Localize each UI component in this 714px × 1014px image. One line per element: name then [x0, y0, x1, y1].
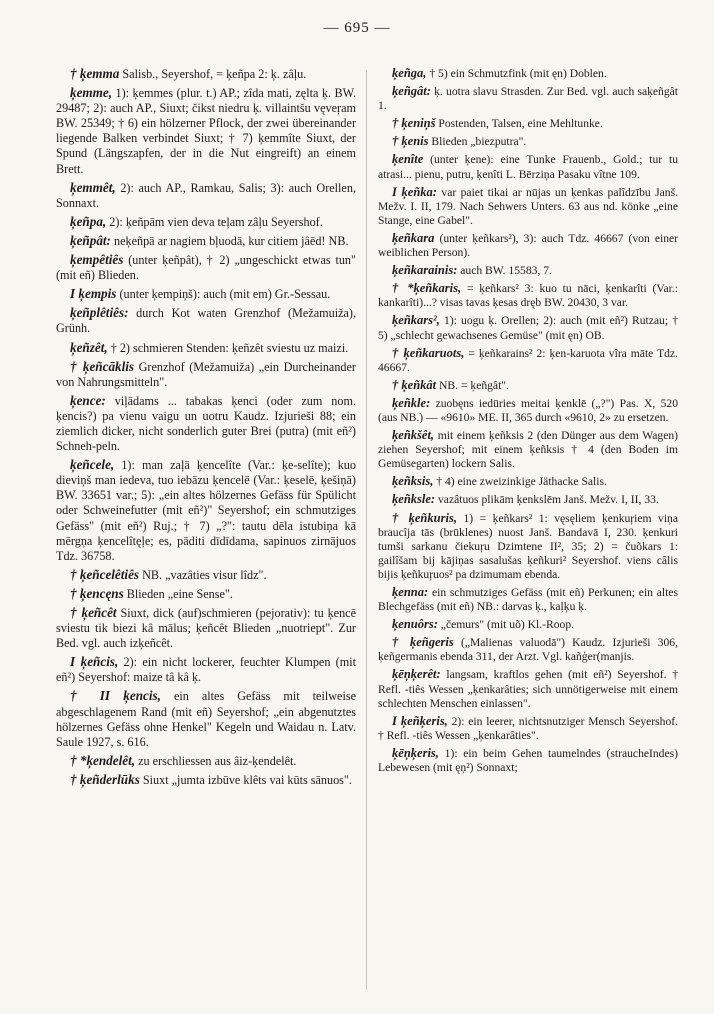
entry-headword: ķence:	[70, 392, 106, 408]
entry-headword: † *ķeñkaris,	[392, 281, 462, 296]
entry-headword: † *ķendelêt,	[70, 752, 136, 768]
dictionary-entry	[378, 134, 678, 149]
entry-text: (unter ķempiņš): auch (mit em) Gr.-Sessau.	[116, 287, 331, 302]
entry-text: (unter ķeñkars²), 3): auch Tdz. 46667 (von einer weiblichen Person).	[378, 231, 678, 260]
entry-text: auch BW. 15583, 7.	[457, 264, 552, 278]
entry-headword: ķeñpât:	[70, 232, 111, 248]
entry-text: viļādams ... tabakas ķenci (oder zum nom. ķencis?) pa vienu vaigu un uotru Kaudz. Izjurieši 88; ein ziemlich dicker, nicht sonderlich guter Brei (putra) (mit eñ²) Schneh-peln.	[56, 393, 356, 454]
entry-headword: I ķeñka:	[392, 184, 437, 199]
dictionary-entry	[378, 474, 678, 489]
dictionary-entry	[378, 313, 678, 342]
dictionary-entry	[56, 359, 356, 390]
entry-headword: ķenîte	[392, 152, 424, 167]
entry-headword: † ķeniņš	[392, 116, 436, 131]
entry-text: Blieden „eine Sense".	[123, 586, 233, 601]
dictionary-entry	[56, 567, 356, 583]
dictionary-entry	[378, 281, 678, 310]
entry-text: 1): ein beim Gehen taumelndes (straucheIndes) Lebewesen (mit ęņ²) Sonnaxt;	[378, 746, 678, 775]
dictionary-entry	[378, 263, 678, 278]
dictionary-entry	[56, 180, 356, 211]
entry-headword: ķemme,	[70, 85, 113, 101]
dictionary-entry	[378, 396, 678, 425]
entry-text: 2): auch AP., Ramkau, Salis; 3): auch Orellen, Sonnaxt.	[56, 180, 356, 210]
entry-headword: † ķeñcāklis	[70, 358, 135, 374]
entry-text: var paiet tikai ar nūjas un ķenkas palîdzību Janš. Mežv. I. II, 179. Nach Sehwers Unters. 63 aus nd. könke „eine Stange, eine Gabel".	[378, 185, 678, 227]
entry-headword: ķeñkšêt,	[392, 428, 435, 443]
entry-headword: ķēņķerêt:	[392, 667, 441, 682]
entry-text: 1): ķemmes (plur. t.) AP.; zîda mati, zęlta ķ. BW. 29487; 2): auch AP., Siuxt; čikst niedru ķ. villaintšu vęveŗam BW. 25349; † 6) ein hölzerner Pflock, der zwei übereinander liegende Balken verbindet Siuxt; † 7) ķemmîte Siuxt, der Spund (Längszapfen, der in die Nut eingreift) an einem Brett.	[56, 86, 356, 176]
dictionary-entry	[378, 84, 678, 113]
entry-headword: † ķeñgeris	[392, 635, 454, 650]
dictionary-entry	[56, 772, 356, 788]
entry-text: 2): ķeñpām vien deva teļam zâļu Seyershof.	[106, 214, 323, 229]
entry-headword: † II ķencis,	[70, 688, 161, 704]
entry-text: Salisb., Seyershof, = ķeñpa 2: ķ. zâļu.	[119, 67, 307, 81]
entry-headword: † ķeñcêt	[70, 605, 117, 620]
dictionary-entry	[56, 252, 356, 283]
entry-text: Grenzhof (Mežamuiža) „ein Durcheinander von Nahrungsmitteln".	[56, 359, 356, 389]
dictionary-entry	[378, 231, 678, 260]
dictionary-entry	[56, 753, 356, 769]
entry-text: („Malienas valuodā") Kaudz. Izjurieši 306, ķeñgermanis ebenda 311, der Arzt. Vgl. kañģer(manjis.	[378, 636, 678, 664]
dictionary-entry	[56, 85, 356, 177]
dictionary-entry	[56, 654, 356, 685]
dictionary-entry	[56, 66, 356, 82]
entry-headword: ķeñzêt,	[70, 339, 108, 355]
dictionary-entry	[56, 286, 356, 302]
dictionary-entry	[378, 492, 678, 507]
dictionary-entry	[378, 635, 678, 664]
dictionary-entry	[378, 428, 678, 471]
entry-headword: † ķemma	[70, 66, 120, 81]
right-column	[378, 66, 678, 1000]
entry-headword: ķeñga,	[392, 66, 427, 80]
entry-headword: † ķeñkaruots,	[392, 345, 465, 360]
entry-text: zu erschliessen aus âiz-ķendelêt.	[135, 753, 297, 768]
dictionary-entry	[378, 667, 678, 710]
entry-headword: ķeñcele,	[70, 457, 115, 473]
entry-headword: ķeñkarainis:	[392, 263, 458, 278]
entry-headword: I ķempis	[70, 286, 117, 302]
left-column	[56, 66, 356, 1000]
entry-headword: ķēņķeris,	[392, 745, 439, 760]
dictionary-entry	[56, 340, 356, 356]
entry-text: 2): ein nicht lockerer, feuchter Klumpen (mit eñ²) Seyershof: maize tâ kâ ķ.	[56, 655, 356, 685]
entry-text: Postenden, Talsen, eine Mehltunke.	[435, 117, 603, 131]
dictionary-entry	[378, 585, 678, 614]
entry-headword: ķeñksis,	[392, 474, 434, 489]
entry-text: ķ. uotra slavu Strasden. Zur Bed. vgl. auch saķeñgât 1.	[378, 85, 678, 113]
entry-headword: † ķeñkuris,	[392, 510, 457, 525]
entry-text: mit einem ķeñksis 2 (den Dünger aus dem Wagen) ziehen Seyershof; mit einem ķeñksis † 4 (den Boden im Gemüsegarten) lockern Salis.	[378, 429, 678, 471]
dictionary-entry	[56, 605, 356, 651]
entry-text: langsam, kraftlos gehen (mit eñ²) Seyershof. † Refl. -tiês Wessen „ķenkarâties; sich unnötigerweise mit einem schlechten Menschen einlassen".	[378, 668, 678, 710]
dictionary-entry	[56, 233, 356, 249]
entry-headword: I ķeñcis,	[70, 654, 119, 670]
entry-text: † 4) eine zweizinkige Jäthacke Salis.	[433, 475, 607, 489]
entry-headword: ķeñksle:	[392, 492, 436, 507]
dictionary-entry	[56, 393, 356, 454]
entry-text: Siuxt, dick (auf)schmieren (pejorativ): tu ķencē sviestu tik biezi kâ mālus; ķeñcêt Blieden „nuotriept". Zur Bed. vgl. auch izķeñcêt.	[56, 606, 356, 651]
entry-headword: ķeñkle:	[392, 395, 431, 410]
dictionary-entry	[378, 152, 678, 181]
entry-headword: † ķenis	[392, 134, 429, 149]
entry-headword: ķemmêt,	[70, 179, 116, 195]
dictionary-entry	[378, 378, 678, 393]
entry-headword: ķeñgât:	[392, 84, 431, 99]
entry-text: „čemurs" (mit uõ) Kl.-Roop.	[437, 618, 575, 632]
entry-text: 2): ein leerer, nichtsnutziger Mensch Seyershof. † Refl. -tiês Wessen „ķenkarâties".	[378, 714, 678, 742]
dictionary-entry	[378, 116, 678, 131]
dictionary-entry	[378, 66, 678, 81]
entry-headword: I ķeñķeris,	[392, 713, 448, 728]
entry-headword: ķenna:	[392, 585, 429, 599]
entry-text: 1): uogu ķ. Orellen; 2): auch (mit eñ²) Rutzau; † 5) „schlecht gewachsenes Gemüse" (mit ęn) OB.	[378, 314, 678, 342]
entry-headword: ķeñkars²,	[392, 313, 440, 328]
entry-text: neķeñpā ar nagiem bļuodā, kur citiem jâēd! NB.	[110, 233, 349, 248]
entry-text: vazâtuos plikām ķenkslēm Janš. Mežv. I, II, 33.	[435, 493, 659, 507]
entry-text: Siuxt „jumta izbūve klêts vai kūts sānuos".	[139, 772, 352, 787]
page-number: — 695 —	[323, 20, 391, 36]
dictionary-entry	[56, 214, 356, 230]
entry-text: NB. „vazâties visur lîdz".	[139, 567, 267, 582]
entry-headword: ķeñplêtiês:	[70, 305, 129, 321]
dictionary-entry	[378, 714, 678, 743]
dictionary-entry	[378, 511, 678, 582]
dictionary-columns	[56, 66, 678, 1000]
entry-text: ein altes Gefäss mit teilweise abgeschlagenem Rand (mit eñ) Seyershof; „ein abgenutztes hölzernes Gefäss ohne Henkel" Kegeln und Waidau n. Latv. Saule 1927, s. 616.	[56, 689, 356, 749]
entry-headword: † ķencęns	[70, 585, 124, 601]
entry-headword: ķenuôrs:	[392, 617, 438, 632]
entry-text: † 5) ein Schmutzfink (mit ęn) Doblen.	[426, 67, 607, 80]
entry-headword: ķeñpa,	[70, 213, 107, 229]
entry-text: (unter ķeñpât), † 2) „ungeschickt etwas tun" (mit eñ) Blieden.	[56, 253, 356, 283]
dictionary-entry	[378, 346, 678, 375]
entry-text: zuobęns iedūries meitai ķenklē („?") Pas. X, 520 (aus NB.) — «9610» ME. II, 365 durch «9610, 2» zu ersetzen.	[378, 396, 678, 424]
entry-headword: † ķeñkât	[392, 377, 437, 392]
entry-text: durch Kot waten Grenzhof (Mežamuiža), Grünh.	[56, 306, 356, 336]
dictionary-entry	[56, 305, 356, 336]
dictionary-entry	[56, 586, 356, 602]
entry-headword: ķeñkara	[392, 230, 435, 245]
entry-text: † 2) schmieren Stenden: ķeñzêt sviestu uz maizi.	[107, 340, 349, 355]
entry-headword: † ķeñcelêtiês	[70, 566, 140, 582]
entry-headword: † ķeñderlūks	[70, 771, 140, 787]
dictionary-entry	[56, 688, 356, 749]
entry-text: = ķeñkars² 3: kuo tu nāci, ķenkarîti (Var.: kankarîti)...? visas tavas ķesas dręb BW. 20430, 3 var.	[378, 282, 678, 310]
dictionary-entry	[378, 617, 678, 632]
entry-text: = ķeñkarains² 2: ķen-karuota vîra māte Tdz. 46667.	[378, 346, 678, 374]
entry-text: NB. = ķeñgât".	[436, 378, 509, 392]
dictionary-entry	[56, 457, 356, 564]
dictionary-entry	[378, 746, 678, 775]
entry-text: Blieden „biezputra".	[428, 135, 527, 149]
entry-headword: ķempêtiês	[70, 252, 124, 268]
dictionary-entry	[378, 185, 678, 228]
entry-text: 1): man zaļā ķencelîte (Var.: ķe-selîte); kuo dieviņš man iedeva, tuo iebāzu ķencelē (Var.: ķeselē, ķešiņā) BW. 33651 var.; 5): „ein altes hölzernes Gefäss für Spülicht oder Schweinefutter (mit eñ²)" Seyershof; ein schmutziges Gefäss" (mit eñ²) Ruj.; † 7) „?": tautu dēla istubiņa kā mērgņa ķencelîtęļe; es, pāditi dīdīdama, sapinuos zirnājuos Tdz. 36758.	[56, 458, 356, 563]
entry-text: ein schmutziges Gefäss (mit eñ) Perkunen; ein altes Blechgefäss (mit eñ) NB.: darvas ķ., kaļķu ķ.	[378, 586, 678, 614]
entry-text: 1) = ķeñkars² 1: vęsęliem ķenkuŗiem viņa braucîja tās (brūklenes) nuost Janš. Bandavā I, 230. ķenkuri tumši sarkanu čiekuŗu Dzimtene II², 35; 2) = čuõkars 1: gailîšam bij kājiņas sasalušas ķeñkuri² Seyershof. viens câlis bijis ķeñkuŗuos² pa dzimumam ebenda.	[378, 511, 678, 581]
entry-text: (unter ķene): eine Tunke Frauenb., Gold.; tur tu atrasi... pienu, putru, ķenîti L. Bērziņa Pasaku vîtne 109.	[378, 153, 678, 181]
